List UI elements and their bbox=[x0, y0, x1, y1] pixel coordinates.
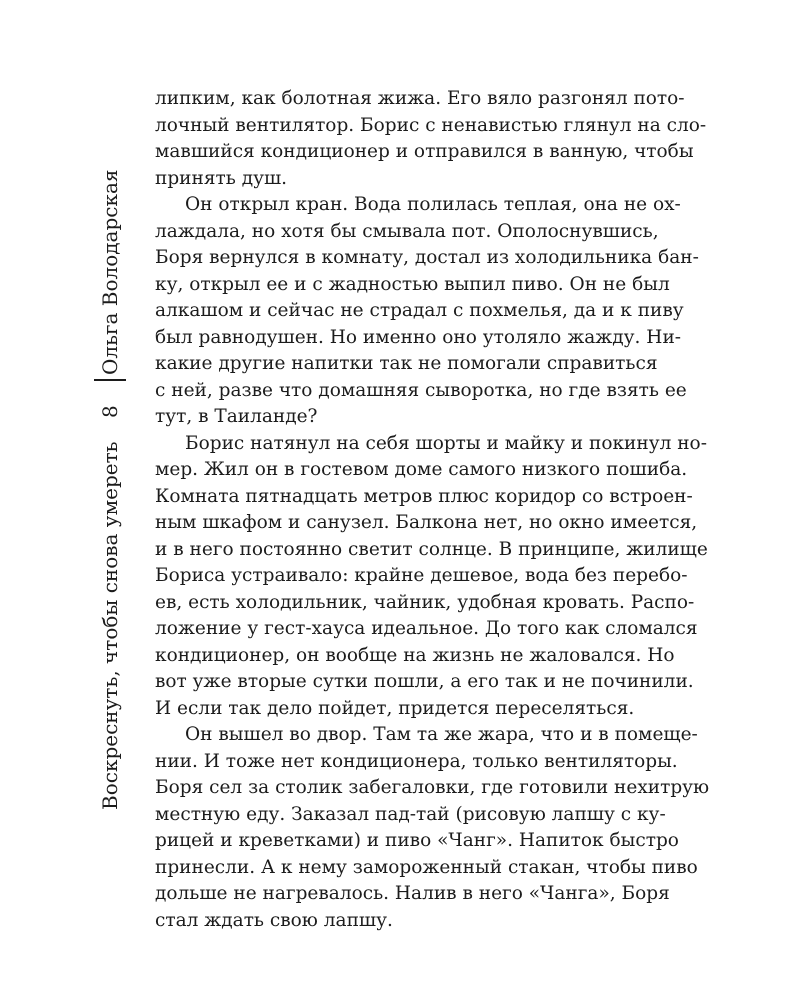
text-line: вот уже вторые сутки пошли, а его так и не починили. bbox=[155, 671, 694, 692]
text-line: кондиционер, он вообще на жизнь не жаловался. Но bbox=[155, 644, 675, 666]
author-name: Ольга Володарская bbox=[98, 169, 122, 375]
text-line: какие другие напитки так не помогали справиться bbox=[155, 353, 658, 374]
text-line: дольше не нагревалось. Налив в него «Чанга», Боря bbox=[155, 883, 670, 904]
text-line: тут, в Таиланде? bbox=[155, 406, 318, 427]
text-line: Боря вернулся в комнату, достал из холодильника бан- bbox=[155, 247, 699, 268]
text-line: принять душ. bbox=[155, 167, 288, 189]
header-divider bbox=[94, 379, 126, 381]
text-line: липким, как болотная жижа. Его вяло разгонял пото- bbox=[155, 88, 685, 109]
text-line: Боря сел за столик забегаловки, где готовили нехитрую bbox=[155, 777, 710, 798]
text-line: Бориса устраивало: крайне дешевое, вода без перебо- bbox=[155, 565, 688, 586]
text-line: ным шкафом и санузел. Балкона нет, но окно имеется, bbox=[155, 512, 698, 533]
text-line: мавшийся кондиционер и отправился в ванную, чтобы bbox=[155, 141, 694, 162]
text-line: принесли. А к нему замороженный стакан, чтобы пиво bbox=[155, 856, 698, 878]
text-line: И если так дело пойдет, придется переселяться. bbox=[155, 697, 635, 719]
text-line: местную еду. Заказал пад-тай (рисовую лапшу с ку- bbox=[155, 803, 666, 825]
text-line: стал ждать свою лапшу. bbox=[155, 909, 393, 931]
paragraph-start-line: Он открыл кран. Вода полилась теплая, она не ох- bbox=[185, 194, 681, 215]
paragraph-start-line: Он вышел во двор. Там та же жара, что и в помеще- bbox=[185, 724, 698, 745]
body-text bbox=[155, 86, 715, 934]
page-number: 8 bbox=[98, 405, 122, 419]
text-line: алкашом и сейчас не страдал с похмелья, да и к пиву bbox=[155, 300, 684, 321]
running-header bbox=[92, 169, 128, 835]
text-line: рицей и креветками) и пиво «Чанг». Напиток быстро bbox=[155, 830, 679, 851]
text-line: ку, открыл ее и с жадностью выпил пиво. Он не был bbox=[155, 273, 670, 295]
text-line: лаждала, но хотя бы смывала пот. Ополоснувшись, bbox=[155, 220, 659, 242]
text-line: нии. И тоже нет кондиционера, только вентиляторы. bbox=[155, 750, 678, 772]
text-line: мер. Жил он в гостевом доме самого низкого пошиба. bbox=[155, 459, 688, 480]
book-title: Воскреснуть, чтобы снова умереть bbox=[98, 441, 122, 810]
paragraph-start-line: Борис натянул на себя шорты и майку и покинул но- bbox=[185, 432, 707, 454]
text-line: лочный вентилятор. Борис с ненавистью глянул на сло- bbox=[155, 114, 707, 136]
text-line: с ней, разве что домашняя сыворотка, но где взять ее bbox=[155, 379, 687, 401]
text-line: ложение у гест-хауса идеальное. До того как сломался bbox=[155, 618, 698, 639]
text-line: Комната пятнадцать метров плюс коридор со встроен- bbox=[155, 485, 693, 507]
text-line: и в него постоянно светит солнце. В принципе, жилище bbox=[155, 538, 708, 560]
text-line: ев, есть холодильник, чайник, удобная кровать. Распо- bbox=[155, 591, 695, 613]
text-line: был равнодушен. Но именно оно утоляло жажду. Ни- bbox=[155, 326, 682, 348]
